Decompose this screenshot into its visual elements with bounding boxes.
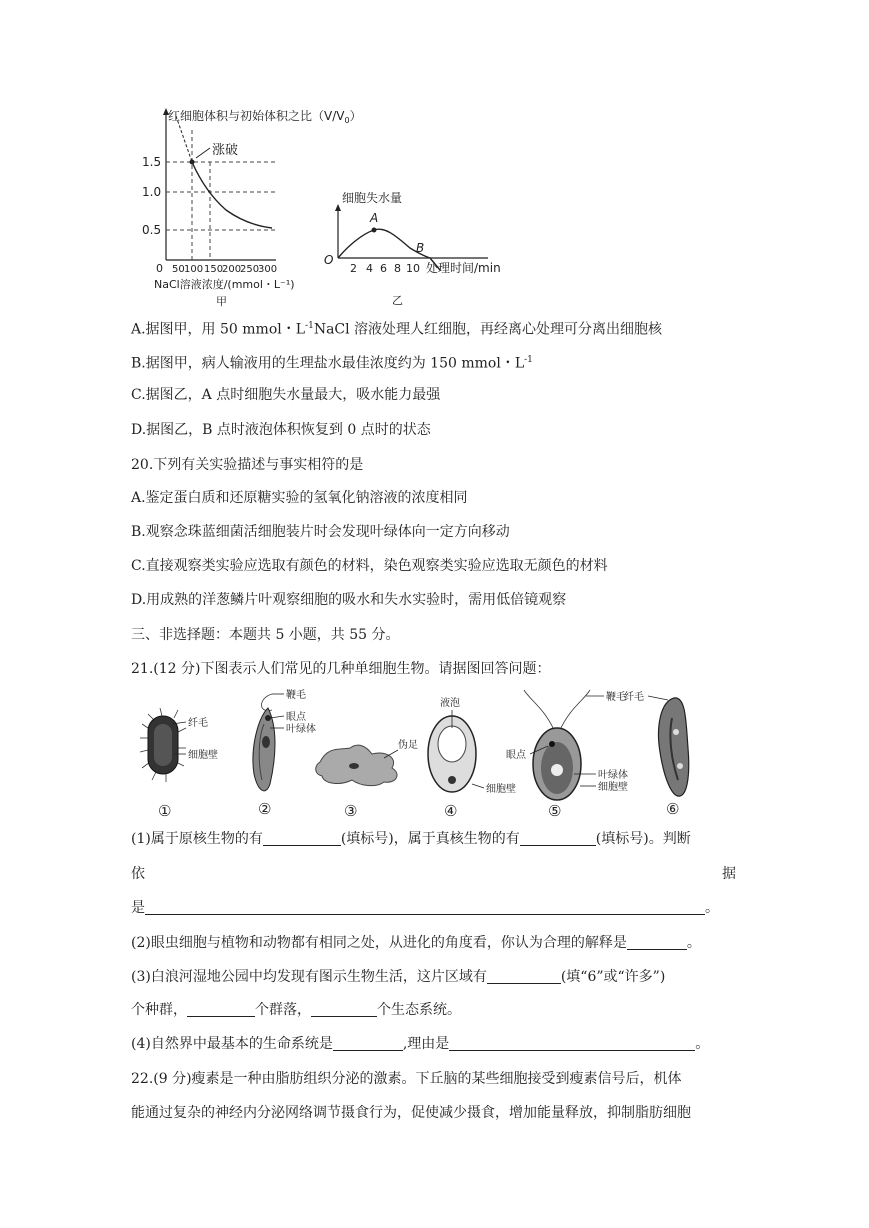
yi-xtick-10: 10 — [406, 262, 420, 275]
q21-part1-yi: 依 — [131, 866, 145, 882]
label-chloroplast: 叶绿体 — [286, 724, 316, 735]
jia-xtick-250: 250 — [240, 264, 260, 275]
q20-stem: 20.下列有关实验描述与事实相符的是 — [131, 457, 364, 473]
jia-ytick-0.5: 0.5 — [142, 223, 162, 237]
label-flagellum-5: 鞭毛 — [606, 692, 626, 703]
jia-xtick-150: 150 — [204, 264, 224, 275]
jia-curve-solid — [192, 162, 272, 228]
jia-burst-pointer — [196, 148, 210, 158]
jia-xtick-50: 50 — [172, 264, 185, 275]
q19-option-c: C.据图乙，A 点时细胞失水量最大，吸水能力最强 — [131, 387, 441, 403]
label-eyespot-5: 眼点 — [506, 750, 526, 761]
q21-part4: (4)自然界中最基本的生命系统是 ,理由是 。 — [131, 1036, 710, 1052]
answer-blank-communities[interactable] — [187, 1001, 255, 1017]
q21-part1-line3: 是 。 — [131, 900, 719, 916]
number-2: ② — [258, 800, 272, 818]
label-cell-wall-4: 细胞壁 — [486, 784, 516, 795]
q19-option-d: D.据图乙，B 点时液泡体积恢复到 0 点时的状态 — [131, 422, 431, 438]
label-vacuole: 液泡 — [440, 698, 460, 709]
answer-blank-evolution[interactable] — [627, 934, 687, 950]
yi-xtick-4: 4 — [366, 262, 373, 275]
label-chloroplast-5: 叶绿体 — [598, 770, 628, 781]
organisms-figure — [140, 688, 720, 826]
q21-part1-ju: 据 — [722, 866, 736, 882]
q22-line1: 22.(9 分)瘦素是一种由脂肪组织分泌的激素。下丘脑的某些细胞接受到瘦素信号后，机体 — [131, 1071, 682, 1087]
number-1: ① — [158, 802, 172, 820]
yi-xtick-2: 2 — [350, 262, 357, 275]
number-3: ③ — [344, 802, 358, 820]
yi-label-a: A — [370, 211, 379, 225]
q21-part1-line1: (1)属于原核生物的有 (填标号)，属于真核生物的有 (填标号)。判断 — [131, 831, 691, 847]
yi-origin: O — [324, 253, 334, 267]
label-cell-wall-5: 细胞壁 — [598, 782, 628, 793]
jia-xlabel: NaCl溶液浓度/(mmol・L⁻¹) — [154, 278, 295, 291]
number-6: ⑥ — [666, 800, 680, 818]
jia-ytick-1.0: 1.0 — [142, 185, 162, 199]
answer-blank-ecosystems[interactable] — [311, 1001, 377, 1017]
yi-y-title: 细胞失水量 — [342, 191, 403, 205]
q21-part3-line1: (3)白浪河湿地公园中均发现有图示生物生活，这片区域有 (填“6”或“许多”) — [131, 969, 666, 985]
q21-stem: 21.(12 分)下图表示人们常见的几种单细胞生物。请据图回答问题： — [131, 661, 551, 677]
label-eyespot: 眼点 — [286, 712, 306, 723]
yi-point-a — [372, 228, 377, 233]
yi-y-arrow — [335, 204, 341, 211]
number-4: ④ — [444, 802, 458, 820]
label-cilia: 纤毛 — [188, 718, 208, 729]
section-heading: 三、非选择题：本题共 5 小题，共 55 分。 — [131, 627, 400, 643]
organism-6-paramecium — [659, 698, 689, 796]
organism-1-bacterium — [140, 708, 186, 782]
label-flagellum: 鞭毛 — [286, 690, 306, 701]
figure-yi — [318, 180, 518, 310]
answer-blank-basic-system[interactable] — [333, 1035, 403, 1051]
answer-blank-reason[interactable] — [449, 1035, 695, 1051]
jia-xtick-200: 200 — [222, 264, 242, 275]
yi-xtick-6: 6 — [380, 262, 387, 275]
label-cell-wall: 细胞壁 — [188, 750, 218, 761]
yi-label-b: B — [416, 241, 425, 255]
q20-option-b: B.观察念珠蓝细菌活细胞装片时会发现叶绿体向一定方向移动 — [131, 524, 510, 540]
answer-blank-eukaryotes[interactable] — [520, 830, 596, 846]
answer-blank-prokaryotes[interactable] — [263, 830, 341, 846]
q20-option-c: C.直接观察类实验应选取有颜色的材料，染色观察类实验应选取无颜色的材料 — [131, 558, 608, 574]
answer-blank-basis[interactable] — [145, 899, 705, 915]
q19-option-a: A.据图甲，用 50 mmol・$L^{-1}NaCl$ 溶液处理人红细胞，再经离心处理可分离出细胞核 — [131, 321, 663, 338]
label-pseudopod: 伪足 — [398, 740, 418, 751]
jia-burst-point — [190, 160, 195, 165]
q21-part3-line2: 个种群， 个群落， 个生态系统。 — [131, 1002, 461, 1018]
answer-blank-populations[interactable] — [487, 968, 561, 984]
jia-y-title: 红细胞体积与初始体积之比$(V/V_0)$ — [168, 109, 362, 125]
jia-ytick-1.5: 1.5 — [142, 155, 162, 169]
q21-part2: (2)眼虫细胞与植物和动物都有相同之处，从进化的角度看，你认为合理的解释是 。 — [131, 935, 701, 951]
label-cilia-6: 纤毛 — [624, 692, 644, 703]
q22-line2: 能通过复杂的神经内分泌网络调节摄食行为，促使减少摄食，增加能量释放，抑制脂肪细胞 — [131, 1105, 691, 1121]
jia-xtick-100: 100 — [184, 264, 204, 275]
organism-2-euglena — [253, 694, 275, 791]
jia-burst-label: 涨破 — [212, 143, 239, 158]
q20-option-a: A.鉴定蛋白质和还原糖实验的氢氧化钠溶液的浓度相同 — [131, 490, 468, 506]
jia-xtick-300: 300 — [258, 264, 278, 275]
organism-3-amoeba — [316, 745, 397, 786]
yi-caption: 乙 — [392, 294, 403, 307]
figure-jia — [130, 100, 362, 315]
organism-5-chlamydomonas — [524, 690, 590, 800]
jia-origin: 0 — [156, 262, 163, 275]
q20-option-d: D.用成熟的洋葱鳞片叶观察细胞的吸水和失水实验时，需用低倍镜观察 — [131, 592, 567, 608]
jia-caption: 甲 — [216, 295, 227, 308]
yi-xlabel: 处理时间/min — [426, 261, 501, 275]
number-5: ⑤ — [548, 802, 562, 820]
yi-xtick-8: 8 — [394, 262, 401, 275]
q19-option-b: B.据图甲，病人输液用的生理盐水最佳浓度约为 150 mmol・$L^{-1}$ — [131, 355, 533, 372]
